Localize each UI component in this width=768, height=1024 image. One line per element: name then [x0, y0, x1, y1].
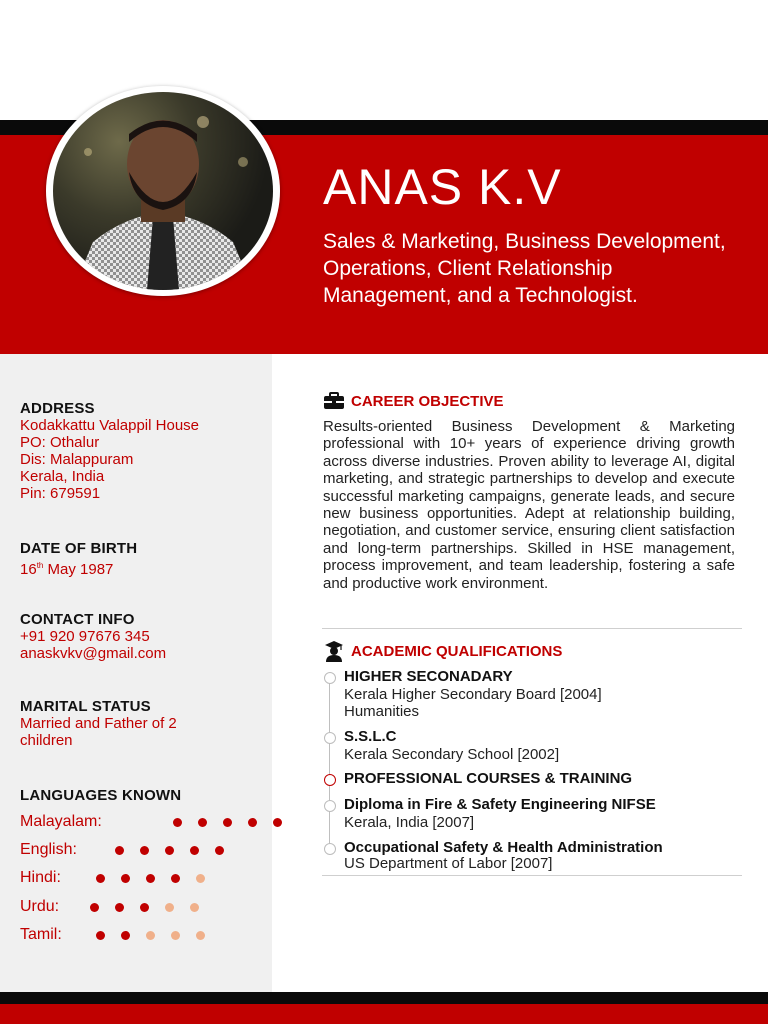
- rating-dot-empty-icon: [146, 931, 155, 940]
- contact-label: CONTACT INFO: [20, 611, 135, 628]
- career-objective-title: CAREER OBJECTIVE: [351, 392, 504, 410]
- dob-value: [20, 557, 137, 578]
- address-line: Dis: Malappuram: [20, 451, 134, 468]
- language-row: [20, 840, 77, 860]
- rating-dot-filled-icon: [121, 931, 130, 940]
- dob-suffix: th: [36, 561, 44, 570]
- profile-photo: [53, 92, 273, 290]
- contact-email[interactable]: anaskvkv@gmail.com: [20, 645, 167, 662]
- rating-dot-filled-icon: [198, 818, 207, 827]
- rating-dot-empty-icon: [171, 931, 180, 940]
- academic-heading: [323, 640, 562, 662]
- person-portrait-icon: [53, 92, 273, 290]
- academic-title: ACADEMIC QUALIFICATIONS: [351, 642, 563, 660]
- dob-day: 16: [20, 561, 37, 578]
- footer-red-stripe: [0, 1004, 768, 1024]
- rating-dot-filled-icon: [171, 874, 180, 883]
- dob-rest: May 1987: [43, 561, 114, 578]
- address-line: PO: Othalur: [20, 434, 100, 451]
- qualification-detail: US Department of Labor [2007]: [344, 855, 553, 872]
- divider: [322, 875, 742, 876]
- rating-dot-filled-icon: [215, 846, 224, 855]
- language-name: Urdu:: [20, 898, 60, 915]
- marital-block: [20, 698, 220, 749]
- qualification-detail: Kerala Higher Secondary Board [2004]: [344, 686, 602, 703]
- address-line: Kerala, India: [20, 468, 105, 485]
- dob-label: DATE OF BIRTH: [20, 540, 138, 557]
- qualification-title: Diploma in Fire & Safety Engineering NIFSE: [344, 796, 656, 813]
- language-name: Malayalam:: [20, 813, 102, 830]
- timeline-line: [329, 683, 330, 855]
- language-rating: [173, 818, 298, 827]
- language-name: Hindi:: [20, 869, 61, 886]
- qualification-title: HIGHER SECONADARY: [344, 668, 513, 685]
- timeline-node-icon: [324, 843, 336, 855]
- rating-dot-empty-icon: [165, 903, 174, 912]
- dob-block: [20, 540, 137, 578]
- rating-dot-filled-icon: [273, 818, 282, 827]
- language-rating: [90, 903, 215, 912]
- languages-label: LANGUAGES KNOWN: [20, 787, 182, 804]
- marital-value: Married and Father of 2 children: [20, 715, 177, 749]
- rating-dot-filled-icon: [96, 931, 105, 940]
- career-objective-heading: [323, 392, 504, 410]
- language-name: English:: [20, 841, 77, 858]
- timeline-node-icon: [324, 732, 336, 744]
- language-rating: [96, 874, 221, 883]
- contact-block: [20, 611, 166, 662]
- rating-dot-empty-icon: [190, 903, 199, 912]
- rating-dot-empty-icon: [196, 931, 205, 940]
- contact-phone[interactable]: +91 920 97676 345: [20, 628, 150, 645]
- rating-dot-filled-icon: [190, 846, 199, 855]
- rating-dot-filled-icon: [223, 818, 232, 827]
- footer-black-stripe: [0, 992, 768, 1004]
- rating-dot-empty-icon: [196, 874, 205, 883]
- language-rating: [96, 931, 221, 940]
- qualification-detail: Kerala, India [2007]: [344, 814, 475, 831]
- rating-dot-filled-icon: [248, 818, 257, 827]
- address-label: ADDRESS: [20, 400, 95, 417]
- timeline-node-icon: [324, 672, 336, 684]
- rating-dot-filled-icon: [121, 874, 130, 883]
- rating-dot-filled-icon: [146, 874, 155, 883]
- address-block: [20, 400, 199, 502]
- divider: [322, 628, 742, 629]
- rating-dot-filled-icon: [115, 846, 124, 855]
- timeline-node-icon: [324, 774, 336, 786]
- language-row: [20, 812, 102, 832]
- candidate-name: ANAS K.V: [323, 159, 562, 215]
- address-line: Pin: 679591: [20, 485, 101, 502]
- language-rating: [115, 846, 240, 855]
- briefcase-icon: [323, 392, 345, 410]
- rating-dot-filled-icon: [96, 874, 105, 883]
- qualification-detail: Kerala Secondary School [2002]: [344, 746, 560, 763]
- qualification-title: PROFESSIONAL COURSES & TRAINING: [344, 770, 633, 787]
- qualification-detail: Humanities: [344, 703, 420, 720]
- address-line: Kodakkattu Valappil House: [20, 417, 200, 434]
- rating-dot-filled-icon: [165, 846, 174, 855]
- language-row: [20, 925, 62, 945]
- career-objective-text: Results-oriented Business Development & Marketing professional with 10+ years of experience driving growth across diverse industries. Proven ability to leverage AI, digital marketing, and strategic partnerships to develop and execute successful marketing campaigns, generate leads, and secure new business opportunities. Adept at relationship building, negotiation, and customer service, ensuring client satisfaction and long-term partnerships. Skilled in HSE management, process improvement, and team leadership, fostering a safe and productive work environment.: [323, 418, 735, 592]
- qualification-title: S.S.L.C: [344, 728, 397, 745]
- candidate-subtitle: Sales & Marketing, Business Development, Operations, Client Relationship Management, and a Technologist.: [323, 230, 726, 307]
- languages-block: [20, 787, 181, 804]
- rating-dot-filled-icon: [90, 903, 99, 912]
- language-name: Tamil:: [20, 926, 62, 943]
- rating-dot-filled-icon: [115, 903, 124, 912]
- timeline-node-icon: [324, 800, 336, 812]
- rating-dot-filled-icon: [173, 818, 182, 827]
- language-row: [20, 897, 59, 917]
- rating-dot-filled-icon: [140, 846, 149, 855]
- language-row: [20, 868, 61, 888]
- rating-dot-filled-icon: [140, 903, 149, 912]
- marital-label: MARITAL STATUS: [20, 698, 151, 715]
- graduate-icon: [323, 640, 345, 662]
- qualification-title: Occupational Safety & Health Administration: [344, 839, 663, 856]
